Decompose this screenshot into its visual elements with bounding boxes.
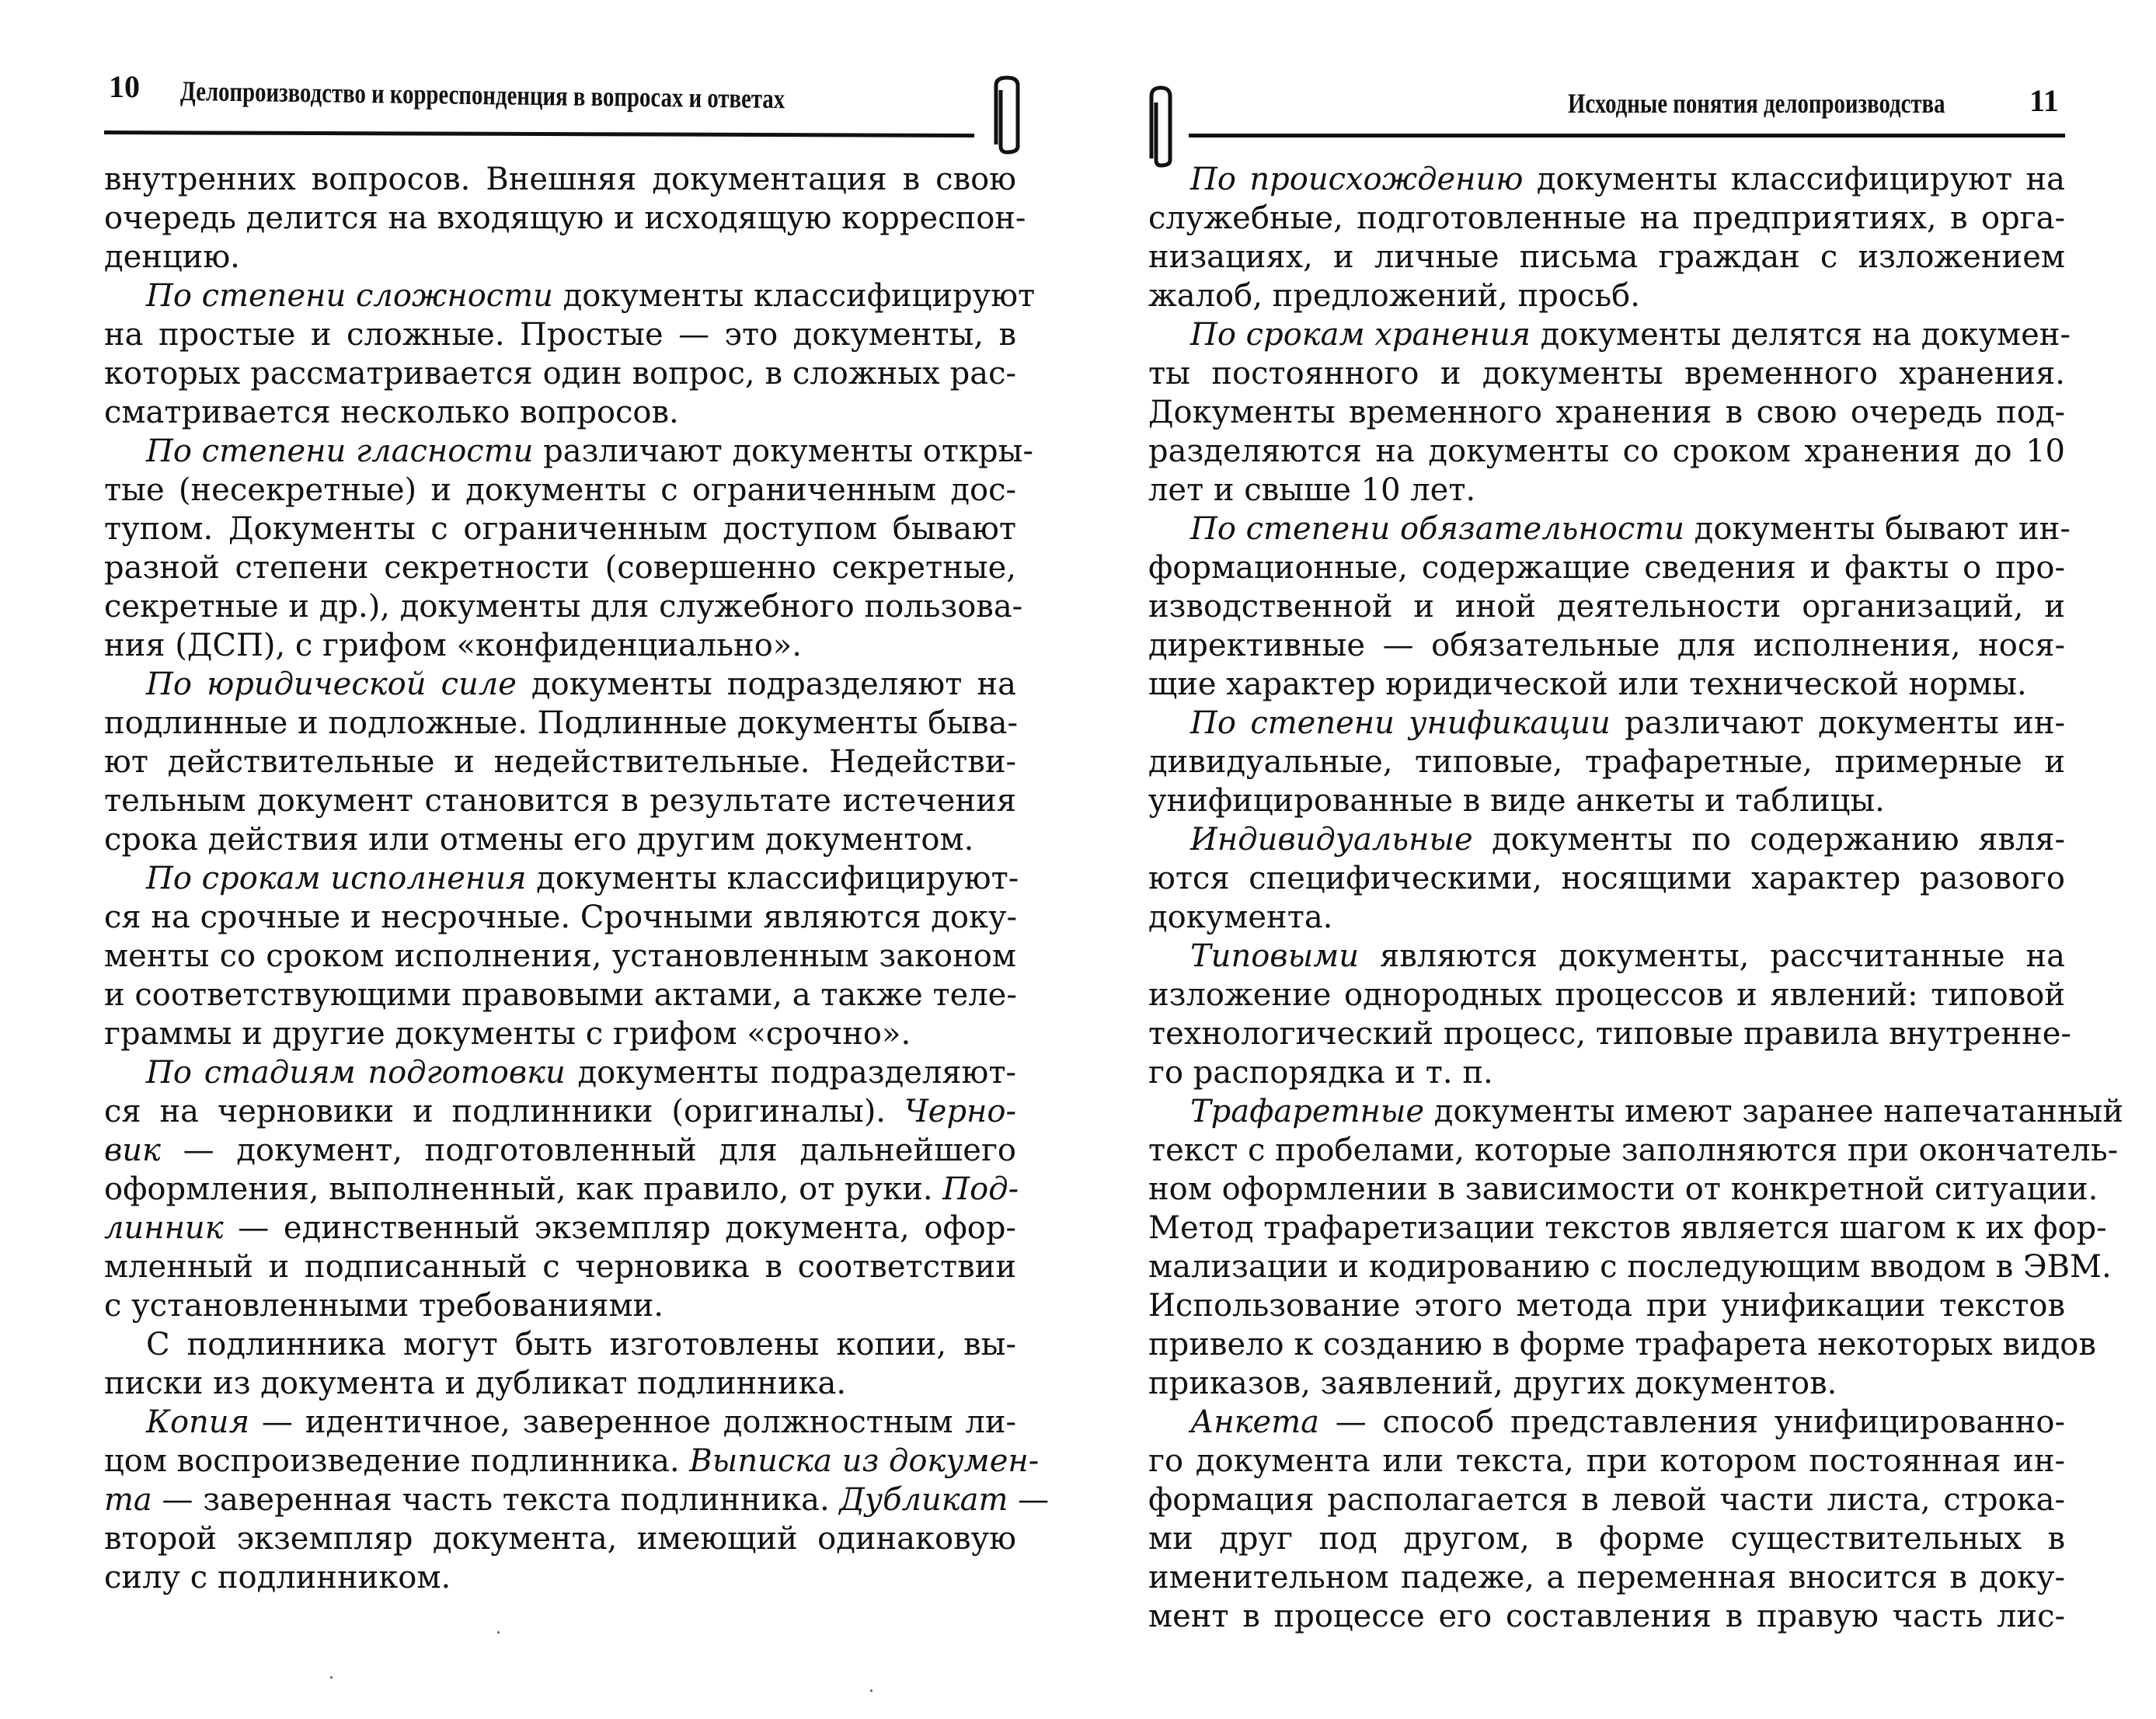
italic-term: Анкета [1190,1404,1319,1440]
text-line [104,238,1016,277]
text-line [1148,898,2065,937]
text-line [1148,704,2065,743]
text-run: именительном падеже, а переменная вносится в доку- [1148,1560,2065,1595]
text-run: денцию. [104,239,240,275]
text-run: мент в процессе его составления в правую часть лис- [1148,1599,2065,1634]
left-header-rule [104,130,974,137]
text-line [1148,665,2065,704]
text-run: изводственной и иной деятельности организаций, и [1148,589,2065,625]
paragraph [104,1053,1019,1325]
text-run: с установленными требованиями. [104,1288,664,1324]
text-line [104,1325,1016,1364]
italic-term: По юридической силе [146,666,517,702]
text-line [104,199,1026,238]
paragraph [104,1325,1016,1403]
text-line [104,1286,1016,1325]
italic-term: вик [104,1133,161,1168]
paragraph [104,277,1036,432]
text-run: го распорядка и т. п. [1148,1055,1493,1091]
italic-term: Выписка из докумен- [689,1443,1040,1479]
text-run: ся на срочные и несрочные. Срочными являются доку- [104,900,1018,935]
italic-term: Трафаретные [1190,1094,1425,1129]
text-run: ются специфическими, носящими характер разового [1148,861,2065,896]
text-line [104,937,1016,976]
text-run: ся на черновики и подлинники (оригиналы). [104,1094,904,1129]
text-run: приказов, заявлений, других документов. [1148,1366,1837,1401]
text-line [1148,1053,2065,1092]
text-run: лет и свыше 10 лет. [1148,472,1476,508]
text-line [104,1519,1016,1558]
text-run: мленный и подписанный с черновика в соответствии [104,1249,1016,1285]
paragraph [104,160,1026,277]
text-run: разной степени секретности (совершенно секретные, [104,550,1016,586]
text-line [104,1170,1019,1209]
paragraph [1148,704,2065,820]
text-run: менты со сроком исполнения, установленным законом [104,938,1016,974]
text-run: формационные, содержащие сведения и факты о про- [1148,550,2065,586]
scan-speck [330,1676,333,1679]
text-line [1148,354,2065,393]
text-line [104,704,1016,743]
text-run: различают документы ин- [1610,705,2065,741]
text-line [1148,315,2071,354]
text-run: подлинные и подложные. Подлинные документы быва- [104,705,1018,741]
italic-term: Индивидуальные [1190,822,1473,858]
text-line [104,1442,1040,1481]
text-run: на простые и сложные. Простые — это документы, в [104,317,1016,353]
text-run: срока действия или отмены его другим документом. [104,822,974,858]
italic-term: По степени унификации [1190,705,1611,741]
text-line [104,1558,1016,1597]
italic-term: Копия [146,1404,250,1440]
text-line [1148,859,2065,898]
scan-speck [497,1631,500,1634]
text-line [104,665,1016,704]
text-line [1148,781,2065,820]
text-run: писки из документа и дубликат подлинника. [104,1366,847,1401]
text-run: изложение однородных процессов и явлений: типовой [1148,977,2065,1013]
text-run: разделяются на документы со сроком хранения до 10 [1148,433,2065,469]
text-line [1148,238,2065,277]
paragraph [1148,1092,2124,1403]
right-page-number: 11 [2029,83,2059,118]
italic-term: По степени обязательности [1190,511,1684,547]
italic-term: По происхождению [1190,162,1524,197]
text-run: щие характер юридической или технической нормы. [1148,666,2027,702]
text-run: — способ представления унифицированно- [1318,1404,2065,1440]
text-run: документа. [1148,900,1333,935]
text-line [104,1364,1016,1403]
italic-term: По срокам исполнения [146,861,527,896]
text-line [1148,743,2065,781]
text-run: документы бывают ин- [1684,511,2071,547]
left-page-number: 10 [109,69,140,104]
text-run: документы классифицируют на [1523,162,2066,197]
text-line [104,1053,1016,1092]
text-line [104,277,1036,315]
text-line [1148,976,2065,1014]
left-running-head: Делопроизводство и корреспонденция в вопросах и ответах [179,75,785,115]
text-run: дивидуальные, типовые, трафаретные, примерные и [1148,744,2065,780]
text-line [104,510,1016,548]
scan-speck [870,1689,873,1692]
text-line [1148,1442,2065,1481]
paperclip-icon [988,75,1026,155]
text-run: унифицированные в виде анкеты и таблицы. [1148,783,1885,819]
right-running-head: Исходные понятия делопроизводства [1568,88,1945,119]
paragraph [1148,1403,2065,1636]
paragraph [1148,160,2065,315]
text-line [1148,1481,2065,1519]
text-line [104,393,1016,432]
text-run: документы классифицируют [552,278,1036,314]
text-run: ют действительные и недействительные. Недействи- [104,744,1016,780]
italic-term: По срокам хранения [1190,317,1531,353]
text-line [104,1481,1050,1519]
text-line [104,820,1016,859]
text-line [104,160,1016,199]
text-line [1148,1286,2065,1325]
text-run: ми друг под другом, в форме существительных в [1148,1521,2065,1557]
text-line [104,587,1023,626]
text-line [1148,1247,2112,1286]
text-line [1148,820,2065,859]
text-run: документы подразделяют на [516,666,1016,702]
text-line [104,898,1016,937]
text-line [1148,432,2065,471]
text-run: которых рассматривается один вопрос, в сложных рас- [104,356,1016,391]
text-line [104,781,1016,820]
text-line [1148,1092,2124,1131]
italic-term: По степени сложности [146,278,553,314]
paragraph [104,665,1016,859]
text-line [1148,160,2065,199]
text-run: го документа или текста, при котором постоянная ин- [1148,1443,2065,1479]
text-run: директивные — обязательные для исполнения, нося- [1148,628,2065,663]
italic-term: По степени гласности [146,433,534,469]
text-run: Использование этого метода при унификации текстов [1148,1288,2065,1324]
text-run: низациях, и личные письма граждан с изложением [1148,239,2065,275]
text-line [1148,1597,2065,1636]
text-run: — [1008,1482,1050,1518]
text-run: документы имеют заранее напечатанный [1424,1094,2124,1129]
text-line [1148,548,2065,587]
text-line [1148,1519,2065,1558]
text-run: второй экземпляр документа, имеющий одинаковую [104,1521,1016,1557]
text-line [1148,937,2065,976]
paperclip-icon [1145,84,1179,169]
text-line [1148,1364,2065,1403]
text-line [1148,277,2065,315]
right-page-body [1148,160,2124,1636]
text-line [104,354,1016,393]
text-line [1148,1403,2065,1442]
italic-term: Под- [942,1171,1019,1207]
text-run: мализации и кодированию с последующим вводом в ЭВМ. [1148,1249,2112,1285]
text-line [1148,510,2071,548]
text-line [104,1092,1016,1131]
paragraph [1148,820,2065,937]
text-line [1148,1170,2099,1209]
text-run: документы классифицируют- [526,861,1019,896]
text-line [1148,471,2065,510]
text-run: тельным документ становится в результате истечения [104,783,1016,819]
italic-term: Черно- [904,1094,1016,1129]
text-line [104,976,1016,1014]
paragraph [104,432,1033,665]
text-line [104,859,1019,898]
text-line [1148,199,2065,238]
text-run: являются документы, рассчитанные на [1359,938,2065,974]
text-line [104,471,1016,510]
text-run: оформления, выполненный, как правило, от руки. [104,1171,943,1207]
text-run: силу с подлинником. [104,1560,451,1595]
text-line [1148,587,2065,626]
text-run: тые (несекретные) и документы с ограниченным дос- [104,472,1016,508]
italic-term: Типовыми [1190,938,1360,974]
text-line [104,743,1016,781]
text-run: — документ, подготовленный для дальнейшего [160,1133,1016,1168]
text-run: привело к созданию в форме трафарета некоторых видов [1148,1327,2096,1362]
text-run: граммы и другие документы с грифом «срочно». [104,1016,911,1052]
text-run: технологический процесс, типовые правила внутренне- [1148,1016,2071,1052]
text-run: Документы временного хранения в свою очередь под- [1148,395,2065,430]
text-run: очередь делится на входящую и исходящую корреспон- [104,200,1026,236]
text-run: ном оформлении в зависимости от конкретной ситуации. [1148,1171,2099,1207]
text-run: — единственный экземпляр документа, офор- [223,1210,1016,1246]
text-line [104,1403,1016,1442]
text-run: — заверенная часть текста подлинника. [152,1482,840,1518]
text-run: документы по содержанию явля- [1472,822,2065,858]
text-line [104,1131,1016,1170]
right-header-rule [1189,134,2065,137]
text-run: служебные, подготовленные на предприятиях, в орга- [1148,200,2065,236]
paragraph [1148,315,2071,510]
text-line [1148,626,2065,665]
text-line [1148,393,2065,432]
text-line [104,432,1033,471]
text-line [1148,1014,2071,1053]
left-page-body [104,160,1050,1597]
text-line [1148,1325,2096,1364]
text-run: сматривается несколько вопросов. [104,395,679,430]
text-run: — идентичное, заверенное должностным ли- [249,1404,1016,1440]
text-run: и соответствующими правовыми актами, а также теле- [104,977,1017,1013]
text-line [1148,1131,2119,1170]
text-line [1148,1558,2065,1597]
text-run: Метод трафаретизации текстов является шагом к их фор- [1148,1210,2107,1246]
text-run: жалоб, предложений, просьб. [1148,278,1640,314]
paragraph [104,1403,1050,1597]
text-line [104,1014,1016,1053]
text-run: документы делятся на докумен- [1531,317,2071,353]
text-run: внутренних вопросов. Внешняя документация в свою [104,162,1016,197]
paragraph [1148,510,2071,704]
text-line [1148,1209,2107,1247]
text-run: формация располагается в левой части листа, строка- [1148,1482,2065,1518]
text-run: ния (ДСП), с грифом «конфиденциально». [104,628,802,663]
text-line [104,315,1016,354]
text-run: текст с пробелами, которые заполняются при окончатель- [1148,1133,2119,1168]
text-line [104,1247,1016,1286]
text-run: секретные и др.), документы для служебного пользова- [104,589,1023,625]
text-run: ты постоянного и документы временного хранения. [1148,356,2065,391]
italic-term: та [104,1482,152,1518]
text-run: тупом. Документы с ограниченным доступом бывают [104,511,1016,547]
italic-term: По стадиям подготовки [146,1055,566,1091]
paragraph [1148,937,2071,1092]
text-line [104,548,1016,587]
italic-term: Дубликат [839,1482,1008,1518]
text-run: С подлинника могут быть изготовлены копии, вы- [146,1327,1016,1362]
text-run: различают документы откры- [533,433,1033,469]
paragraph [104,859,1019,1053]
italic-term: линник [104,1210,224,1246]
text-run: документы подразделяют- [565,1055,1016,1091]
text-line [104,1209,1016,1247]
text-run: цом воспроизведение подлинника. [104,1443,690,1479]
text-line [104,626,1016,665]
